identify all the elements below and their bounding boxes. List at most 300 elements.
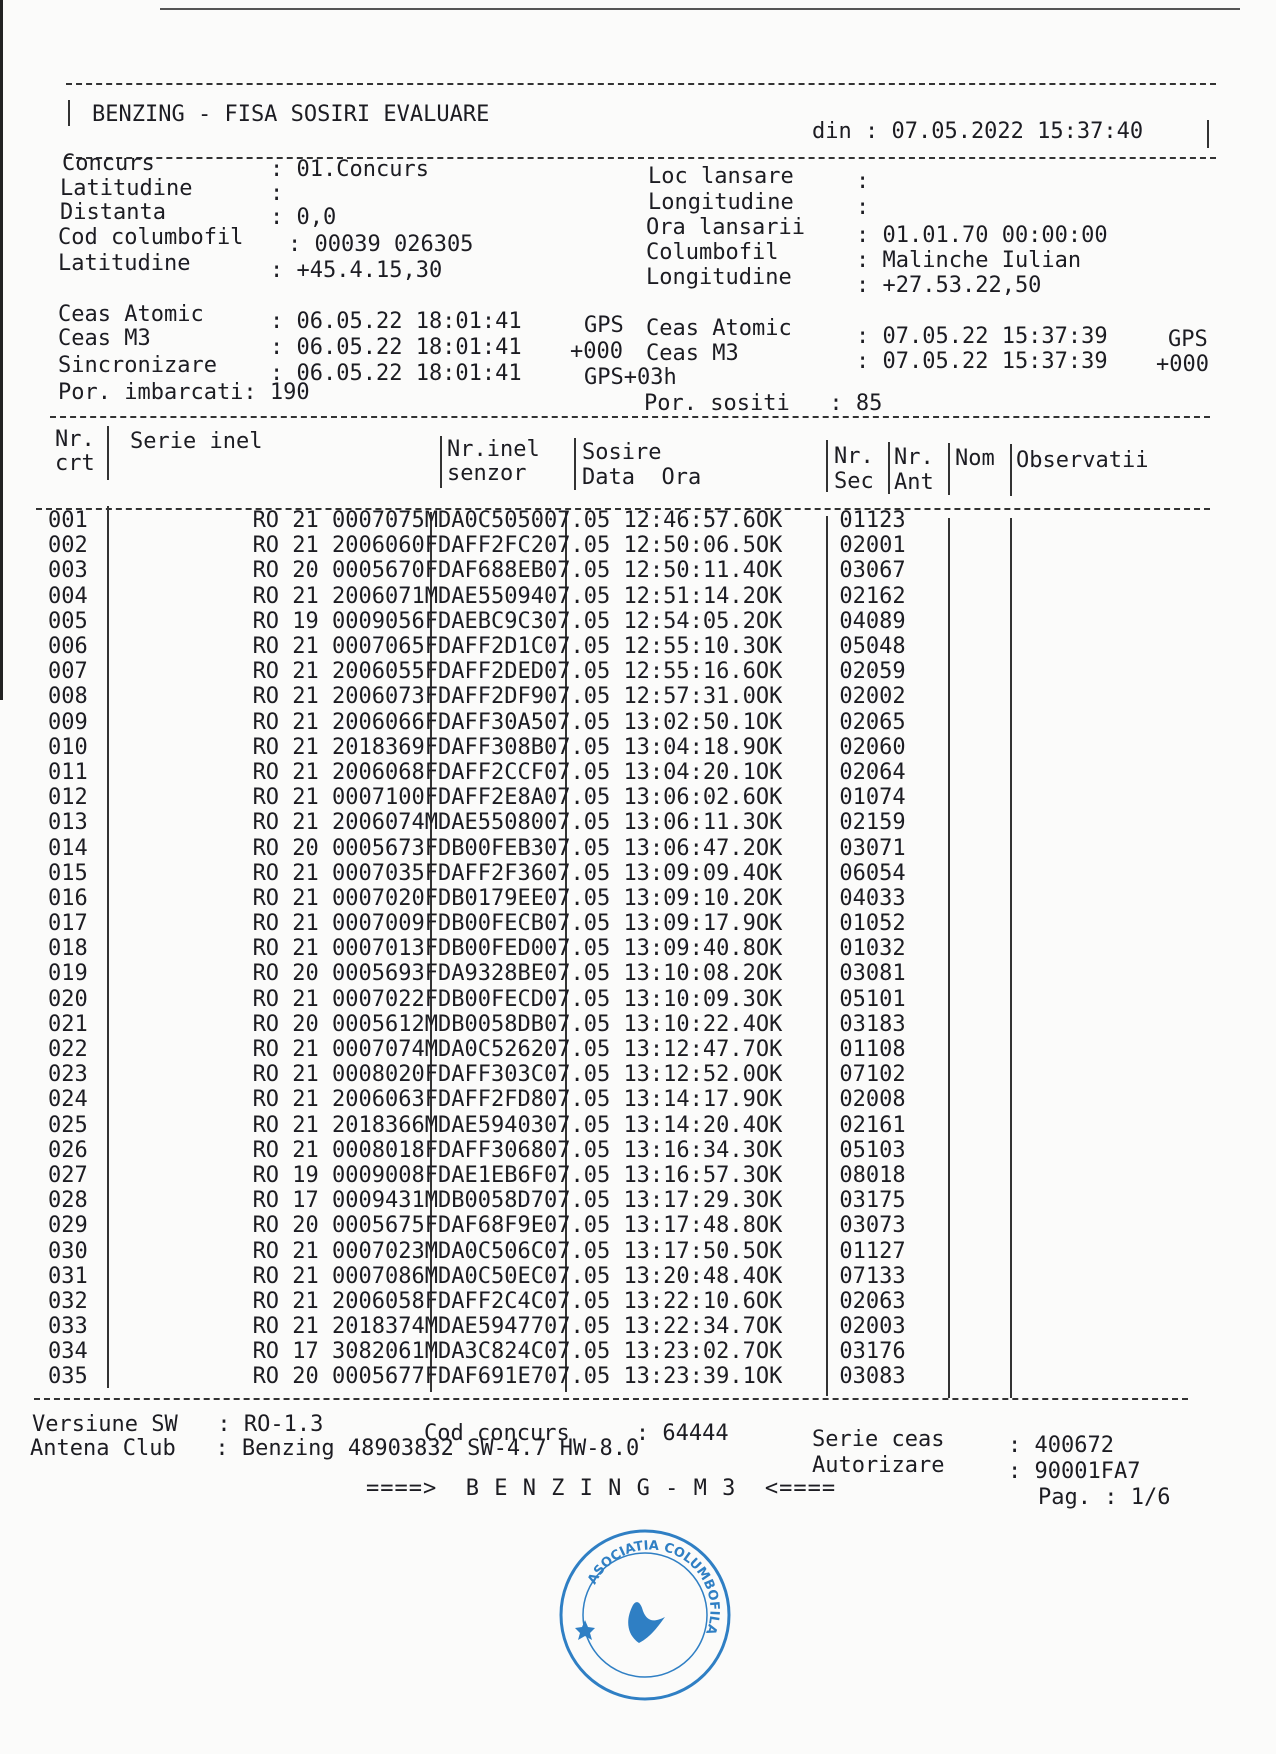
row-sosire: 07.05 13:04:18.9	[543, 734, 756, 760]
table-row	[48, 785, 916, 810]
row-nr-ant: 03	[839, 961, 866, 987]
row-sosire: 07.05 13:14:17.9	[543, 1087, 756, 1113]
row-nom: 162	[865, 583, 906, 609]
col-divider	[574, 438, 576, 490]
row-sosire: 07.05 13:09:17.9	[543, 911, 756, 937]
row-nom: 176	[865, 1339, 906, 1365]
row-nr-crt: 015	[48, 860, 88, 886]
row-nr-crt: 035	[48, 1364, 88, 1390]
row-nom: 103	[865, 1137, 906, 1163]
table-row	[48, 1062, 916, 1087]
row-nr-ant: 02	[839, 659, 866, 685]
clock-suffix-sincronizare: GPS+03h	[584, 365, 677, 390]
table-row	[48, 835, 916, 860]
row-sosire: 07.05 13:12:47.7	[543, 1037, 756, 1063]
col-divider	[107, 426, 109, 480]
col-sec-line2: Sec	[834, 469, 874, 494]
table-row	[48, 508, 916, 533]
footer-autorizare: Autorizare	[812, 1453, 945, 1478]
row-sosire: 07.05 13:06:47.2	[543, 835, 756, 861]
row-sosire: 07.05 13:12:52.0	[543, 1062, 756, 1088]
row-sosire: 07.05 12:55:16.6	[543, 659, 756, 685]
row-nr-ant: 04	[839, 885, 866, 911]
row-nr-crt: 013	[48, 810, 88, 836]
row-serie-inel: RO 20 0005677F	[252, 1364, 438, 1390]
row-nr-inel-senzor: DB0179EE	[438, 885, 544, 911]
row-nom: 133	[865, 1263, 906, 1289]
row-nr-sec: OK	[755, 1364, 783, 1390]
row-nr-ant: 01	[839, 911, 866, 937]
row-nom: 054	[865, 860, 906, 886]
row-nr-ant: 03	[839, 835, 866, 861]
row-nom: 183	[865, 1011, 906, 1037]
row-serie-inel: RO 21 0007009F	[252, 911, 438, 937]
header-left-bar	[68, 100, 70, 126]
row-nr-sec: OK	[755, 1062, 783, 1088]
row-nr-crt: 003	[48, 558, 88, 584]
info-value-loc-lansare: :	[856, 169, 870, 194]
col-sosire-line1: Sosire	[582, 440, 662, 465]
row-nr-crt: 031	[48, 1263, 88, 1289]
clock-value-ceas-atomic: : 06.05.22 18:01:41	[270, 309, 522, 334]
clock-label-ceas-m3-2: Ceas M3	[646, 341, 739, 366]
row-sosire: 07.05 13:23:02.7	[543, 1339, 756, 1365]
row-nr-sec: OK	[755, 785, 783, 811]
row-serie-inel: RO 21 2006074M	[252, 810, 438, 836]
col-divider	[1010, 444, 1012, 496]
row-nr-inel-senzor: DA9328BE	[438, 961, 544, 987]
row-nr-sec: OK	[755, 810, 783, 836]
row-sosire: 07.05 13:02:50.1	[543, 709, 756, 735]
row-nr-ant: 02	[839, 810, 866, 836]
row-nom: 060	[865, 734, 906, 760]
col-senzor-line1: Nr.inel	[447, 437, 540, 462]
row-nr-ant: 03	[839, 1339, 866, 1365]
footer-banner: ====> B E N Z I N G - M 3 <====	[366, 1476, 837, 1501]
row-sosire: 07.05 13:09:10.2	[543, 885, 756, 911]
col-divider	[440, 436, 442, 488]
row-nr-crt: 025	[48, 1112, 88, 1138]
row-nr-crt: 026	[48, 1137, 88, 1163]
table-row	[48, 684, 916, 709]
table-row	[48, 861, 916, 886]
row-nr-inel-senzor: DAFF2D1C	[438, 634, 544, 660]
row-nr-inel-senzor: DAF68F9E	[438, 1213, 544, 1239]
info-label-concurs: Concurs	[62, 151, 155, 176]
row-serie-inel: RO 21 2006066F	[252, 709, 438, 735]
clock-value-ceas-m3-2: : 07.05.22 15:37:39	[856, 349, 1108, 374]
row-nr-inel-senzor: DB00FECD	[438, 986, 544, 1012]
row-nr-ant: 02	[839, 1112, 866, 1138]
row-serie-inel: RO 17 0009431M	[252, 1188, 438, 1214]
row-nom: 018	[865, 1162, 906, 1188]
col-sec-line1: Nr.	[834, 444, 874, 469]
row-nom: 161	[865, 1112, 906, 1138]
row-nr-sec: OK	[755, 508, 783, 534]
row-serie-inel: RO 20 0005675F	[252, 1213, 438, 1239]
row-nr-ant: 05	[839, 634, 866, 660]
row-nr-crt: 028	[48, 1188, 88, 1214]
row-nr-ant: 01	[839, 1037, 866, 1063]
row-serie-inel: RO 21 2018369F	[252, 734, 438, 760]
row-sosire: 07.05 13:04:20.1	[543, 759, 756, 785]
row-nr-inel-senzor: DAFF2E8A	[438, 785, 544, 811]
row-nom: 159	[865, 810, 906, 836]
col-serie: Serie inel	[130, 429, 263, 454]
row-nr-sec: OK	[755, 583, 783, 609]
row-nr-inel-senzor: DAE59403	[438, 1112, 544, 1138]
row-nom: 032	[865, 936, 906, 962]
row-nr-ant: 03	[839, 1011, 866, 1037]
row-nr-ant: 02	[839, 1314, 866, 1340]
info-label-distanta: Distanta	[60, 200, 166, 225]
clock-suffix-ceas-atomic: GPS	[584, 313, 624, 338]
arrivals-table	[48, 508, 916, 1390]
info-label-latitudine-2: Latitudine	[58, 251, 191, 276]
scan-left-edge	[0, 0, 3, 700]
association-stamp	[555, 1525, 735, 1705]
row-sosire: 07.05 12:50:06.5	[543, 533, 756, 559]
row-nr-sec: OK	[755, 986, 783, 1012]
row-nr-ant: 02	[839, 533, 866, 559]
table-row	[48, 1264, 916, 1289]
table-row	[48, 1314, 916, 1339]
footer-top-dashes	[34, 1398, 1188, 1400]
row-nr-sec: OK	[755, 961, 783, 987]
info-value-columbofil: : Malinche Iulian	[856, 248, 1082, 273]
row-nr-sec: OK	[755, 608, 783, 634]
row-sosire: 07.05 13:17:50.5	[543, 1238, 756, 1264]
row-nom: 067	[865, 558, 906, 584]
row-sosire: 07.05 13:09:09.4	[543, 860, 756, 886]
row-serie-inel: RO 21 2006071M	[252, 583, 438, 609]
col-nr-line1: Nr.	[55, 427, 95, 452]
row-nr-sec: OK	[755, 1213, 783, 1239]
row-nr-inel-senzor: DAFF308B	[438, 734, 544, 760]
row-serie-inel: RO 20 0005612M	[252, 1011, 438, 1037]
info-label-latitudine: Latitudine	[60, 176, 193, 201]
row-nr-ant: 02	[839, 684, 866, 710]
row-nr-inel-senzor: DAE55094	[438, 583, 544, 609]
info-label-longitudine-2: Longitudine	[646, 265, 792, 290]
row-nr-inel-senzor: DB00FECB	[438, 911, 544, 937]
row-nr-crt: 002	[48, 533, 88, 559]
row-nr-sec: OK	[755, 759, 783, 785]
row-serie-inel: RO 21 2006060F	[252, 533, 438, 559]
row-nr-crt: 034	[48, 1339, 88, 1365]
row-nr-ant: 01	[839, 785, 866, 811]
info-label-longitudine: Longitudine	[648, 190, 794, 215]
table-row	[48, 1087, 916, 1112]
porumbei-imbarcati: Por. imbarcati: 190	[58, 380, 310, 405]
row-nr-ant: 06	[839, 860, 866, 886]
row-nom: 083	[865, 1364, 906, 1390]
row-nr-crt: 019	[48, 961, 88, 987]
row-serie-inel: RO 21 0007013F	[252, 936, 438, 962]
info-value-latitudine-2: : +45.4.15,30	[270, 258, 443, 283]
row-nr-inel-senzor: DAE55080	[438, 810, 544, 836]
row-sosire: 07.05 12:55:10.3	[543, 634, 756, 660]
info-value-cod-columbofil: : 00039 026305	[288, 232, 474, 257]
row-sosire: 07.05 13:16:34.3	[543, 1137, 756, 1163]
row-nr-ant: 08	[839, 1162, 866, 1188]
table-row	[48, 1188, 916, 1213]
row-serie-inel: RO 21 0007086M	[252, 1263, 438, 1289]
row-nr-sec: OK	[755, 659, 783, 685]
row-nr-ant: 05	[839, 986, 866, 1012]
table-row	[48, 1012, 916, 1037]
table-row	[48, 1213, 916, 1238]
row-nr-sec: OK	[755, 684, 783, 710]
row-nr-inel-senzor: DB00FEB3	[438, 835, 544, 861]
row-nr-sec: OK	[755, 835, 783, 861]
row-nr-inel-senzor: DA0C5050	[438, 508, 544, 534]
row-nom: 059	[865, 659, 906, 685]
row-nr-sec: OK	[755, 936, 783, 962]
row-nr-inel-senzor: DAFF2C4C	[438, 1288, 544, 1314]
row-nr-crt: 017	[48, 911, 88, 937]
row-nom: 101	[865, 986, 906, 1012]
col-ant-line2: Ant	[894, 470, 934, 495]
row-nr-sec: OK	[755, 634, 783, 660]
row-nr-ant: 02	[839, 759, 866, 785]
row-nr-inel-senzor: DA0C5262	[438, 1037, 544, 1063]
row-serie-inel: RO 21 2006073F	[252, 684, 438, 710]
table-row	[48, 810, 916, 835]
row-nr-ant: 03	[839, 1188, 866, 1214]
row-nr-inel-senzor: DAFF30A5	[438, 709, 544, 735]
row-sosire: 07.05 13:09:40.8	[543, 936, 756, 962]
row-nr-crt: 009	[48, 709, 88, 735]
columns-top-dashes	[50, 416, 1210, 418]
row-sosire: 07.05 13:06:02.6	[543, 785, 756, 811]
row-nr-ant: 02	[839, 709, 866, 735]
row-nom: 175	[865, 1188, 906, 1214]
table-row	[48, 760, 916, 785]
clock-suffix-ceas-atomic-2: GPS	[1168, 327, 1208, 352]
row-nr-ant: 01	[839, 1238, 866, 1264]
footer-autorizare-value: : 90001FA7	[1008, 1459, 1141, 1484]
table-row	[48, 1289, 916, 1314]
row-nr-crt: 018	[48, 936, 88, 962]
row-nr-ant: 07	[839, 1062, 866, 1088]
row-nr-ant: 03	[839, 1213, 866, 1239]
arrivals-table-body	[48, 508, 916, 1390]
footer-serie-ceas: Serie ceas	[812, 1427, 945, 1452]
info-label-columbofil: Columbofil	[646, 240, 779, 265]
table-row	[48, 936, 916, 961]
row-nr-crt: 024	[48, 1087, 88, 1113]
row-nr-ant: 04	[839, 608, 866, 634]
row-nr-ant: 02	[839, 583, 866, 609]
row-nr-inel-senzor: DAFF2DF9	[438, 684, 544, 710]
row-sosire: 07.05 12:57:31.0	[543, 684, 756, 710]
header-bottom-dashes	[66, 157, 1216, 159]
clock-label-sincronizare: Sincronizare	[58, 353, 217, 378]
row-nr-inel-senzor: DA3C824C	[438, 1339, 544, 1365]
row-serie-inel: RO 19 0009056F	[252, 608, 438, 634]
table-row	[48, 1339, 916, 1364]
row-sosire: 07.05 13:22:10.6	[543, 1288, 756, 1314]
footer-pagina: Pag. : 1/6	[1038, 1485, 1171, 1510]
row-nr-crt: 008	[48, 684, 88, 710]
row-nom: 052	[865, 911, 906, 937]
row-nom: 008	[865, 1087, 906, 1113]
header-right-bar	[1207, 120, 1209, 148]
row-nom: 127	[865, 1238, 906, 1264]
row-serie-inel: RO 21 0007065F	[252, 634, 438, 660]
row-nr-inel-senzor: DAFF2FD8	[438, 1087, 544, 1113]
row-sosire: 07.05 13:10:22.4	[543, 1011, 756, 1037]
clock-suffix-ceas-m3: +000	[570, 339, 623, 364]
scan-edge-line	[160, 8, 1240, 10]
row-nom: 102	[865, 1062, 906, 1088]
row-nr-crt: 010	[48, 734, 88, 760]
row-nr-inel-senzor: DAF691E7	[438, 1364, 544, 1390]
row-nr-inel-senzor: DA0C506C	[438, 1238, 544, 1264]
row-nr-ant: 03	[839, 558, 866, 584]
row-serie-inel: RO 20 0005673F	[252, 835, 438, 861]
info-value-distanta: : 0,0	[270, 205, 337, 230]
col-sosire-line2: Data Ora	[582, 465, 702, 490]
col-nom: Nom	[955, 446, 995, 471]
clock-label-ceas-m3: Ceas M3	[58, 326, 151, 351]
row-nr-inel-senzor: DAE59477	[438, 1314, 544, 1340]
table-row	[48, 1138, 916, 1163]
row-nr-crt: 023	[48, 1062, 88, 1088]
col-senzor-line2: senzor	[447, 461, 527, 486]
table-row	[48, 558, 916, 583]
row-nom: 073	[865, 1213, 906, 1239]
row-nr-sec: OK	[755, 558, 783, 584]
row-sosire: 07.05 13:06:11.3	[543, 810, 756, 836]
row-nr-inel-senzor: DAFF2DED	[438, 659, 544, 685]
row-nr-inel-senzor: DAF688EB	[438, 558, 544, 584]
row-serie-inel: RO 21 0007023M	[252, 1238, 438, 1264]
row-nr-sec: OK	[755, 911, 783, 937]
row-nr-crt: 022	[48, 1037, 88, 1063]
stamp-text: ASOCIATIA COLUMBOFILA	[585, 1538, 722, 1637]
row-serie-inel: RO 20 0005670F	[252, 558, 438, 584]
row-nom: 081	[865, 961, 906, 987]
table-row	[48, 911, 916, 936]
row-nr-ant: 03	[839, 1364, 866, 1390]
row-nom: 063	[865, 1288, 906, 1314]
row-nom: 071	[865, 835, 906, 861]
info-value-latitudine: :	[270, 181, 284, 206]
row-nr-inel-senzor: DB0058DB	[438, 1011, 544, 1037]
row-nr-crt: 014	[48, 835, 88, 861]
col-nr-line2: crt	[55, 451, 95, 476]
row-nom: 108	[865, 1037, 906, 1063]
porumbei-sositi: Por. sositi : 85	[644, 391, 883, 416]
col-divider	[948, 443, 950, 495]
row-serie-inel: RO 21 2006055F	[252, 659, 438, 685]
table-row	[48, 961, 916, 986]
info-label-cod-columbofil: Cod columbofil	[58, 225, 244, 250]
row-nr-inel-senzor: DAFF303C	[438, 1062, 544, 1088]
row-nr-inel-senzor: DB0058D7	[438, 1188, 544, 1214]
row-nr-crt: 006	[48, 634, 88, 660]
row-sosire: 07.05 13:16:57.3	[543, 1162, 756, 1188]
row-nr-inel-senzor: DAE1EB6F	[438, 1162, 544, 1188]
row-nom: 065	[865, 709, 906, 735]
row-nom: 033	[865, 885, 906, 911]
row-sosire: 07.05 13:14:20.4	[543, 1112, 756, 1138]
report-title: BENZING - FISA SOSIRI EVALUARE	[92, 102, 490, 127]
row-nom: 003	[865, 1314, 906, 1340]
clock-label-ceas-atomic: Ceas Atomic	[58, 302, 204, 327]
row-nr-crt: 029	[48, 1213, 88, 1239]
row-sosire: 07.05 13:23:39.1	[543, 1364, 756, 1390]
row-nom: 002	[865, 684, 906, 710]
row-serie-inel: RO 20 0005693F	[252, 961, 438, 987]
row-nr-inel-senzor: DAFF2F36	[438, 860, 544, 886]
row-nr-inel-senzor: DAEBC9C3	[438, 608, 544, 634]
row-nom: 048	[865, 634, 906, 660]
table-row	[48, 886, 916, 911]
row-nr-ant: 01	[839, 936, 866, 962]
row-nr-sec: OK	[755, 1011, 783, 1037]
row-nr-sec: OK	[755, 709, 783, 735]
table-row	[48, 1037, 916, 1062]
row-divider-line	[948, 518, 950, 1398]
table-row	[48, 1238, 916, 1263]
clock-value-ceas-m3: : 06.05.22 18:01:41	[270, 335, 522, 360]
col-divider	[888, 442, 890, 494]
row-nr-crt: 020	[48, 986, 88, 1012]
row-nr-crt: 007	[48, 659, 88, 685]
col-divider	[826, 440, 828, 492]
row-nr-sec: OK	[755, 1087, 783, 1113]
row-serie-inel: RO 21 0007022F	[252, 986, 438, 1012]
row-nr-inel-senzor: DAFF3068	[438, 1137, 544, 1163]
table-row	[48, 533, 916, 558]
row-nom: 089	[865, 608, 906, 634]
row-nr-sec: OK	[755, 1263, 783, 1289]
table-row	[48, 609, 916, 634]
clock-value-sincronizare: : 06.05.22 18:01:41	[270, 361, 522, 386]
col-ant-line1: Nr.	[894, 445, 934, 470]
table-row	[48, 1163, 916, 1188]
footer-antena: Antena Club : Benzing 48903832 SW-4.7 HW-8.0	[30, 1436, 640, 1461]
footer-versiune: Versiune SW : RO-1.3	[32, 1412, 324, 1437]
row-nr-crt: 027	[48, 1162, 88, 1188]
row-sosire: 07.05 12:51:14.2	[543, 583, 756, 609]
row-nr-ant: 01	[839, 508, 866, 534]
row-serie-inel: RO 21 2006058F	[252, 1288, 438, 1314]
row-nr-sec: OK	[755, 1314, 783, 1340]
row-nr-ant: 05	[839, 1137, 866, 1163]
row-serie-inel: RO 21 2006063F	[252, 1087, 438, 1113]
table-row	[48, 710, 916, 735]
row-sosire: 07.05 13:20:48.4	[543, 1263, 756, 1289]
star-icon	[575, 1620, 595, 1640]
row-nom: 123	[865, 508, 906, 534]
row-sosire: 07.05 12:50:11.4	[543, 558, 756, 584]
row-serie-inel: RO 21 0007100F	[252, 785, 438, 811]
row-nr-sec: OK	[755, 1037, 783, 1063]
row-divider-line	[1010, 518, 1012, 1398]
info-label-ora-lansarii: Ora lansarii	[646, 215, 805, 240]
row-nr-inel-senzor: DA0C50EC	[438, 1263, 544, 1289]
table-row	[48, 1364, 916, 1389]
row-sosire: 07.05 12:46:57.6	[543, 508, 756, 534]
row-nr-crt: 011	[48, 759, 88, 785]
header-top-dashes	[66, 83, 1216, 85]
row-sosire: 07.05 13:22:34.7	[543, 1314, 756, 1340]
row-serie-inel: RO 21 0007035F	[252, 860, 438, 886]
